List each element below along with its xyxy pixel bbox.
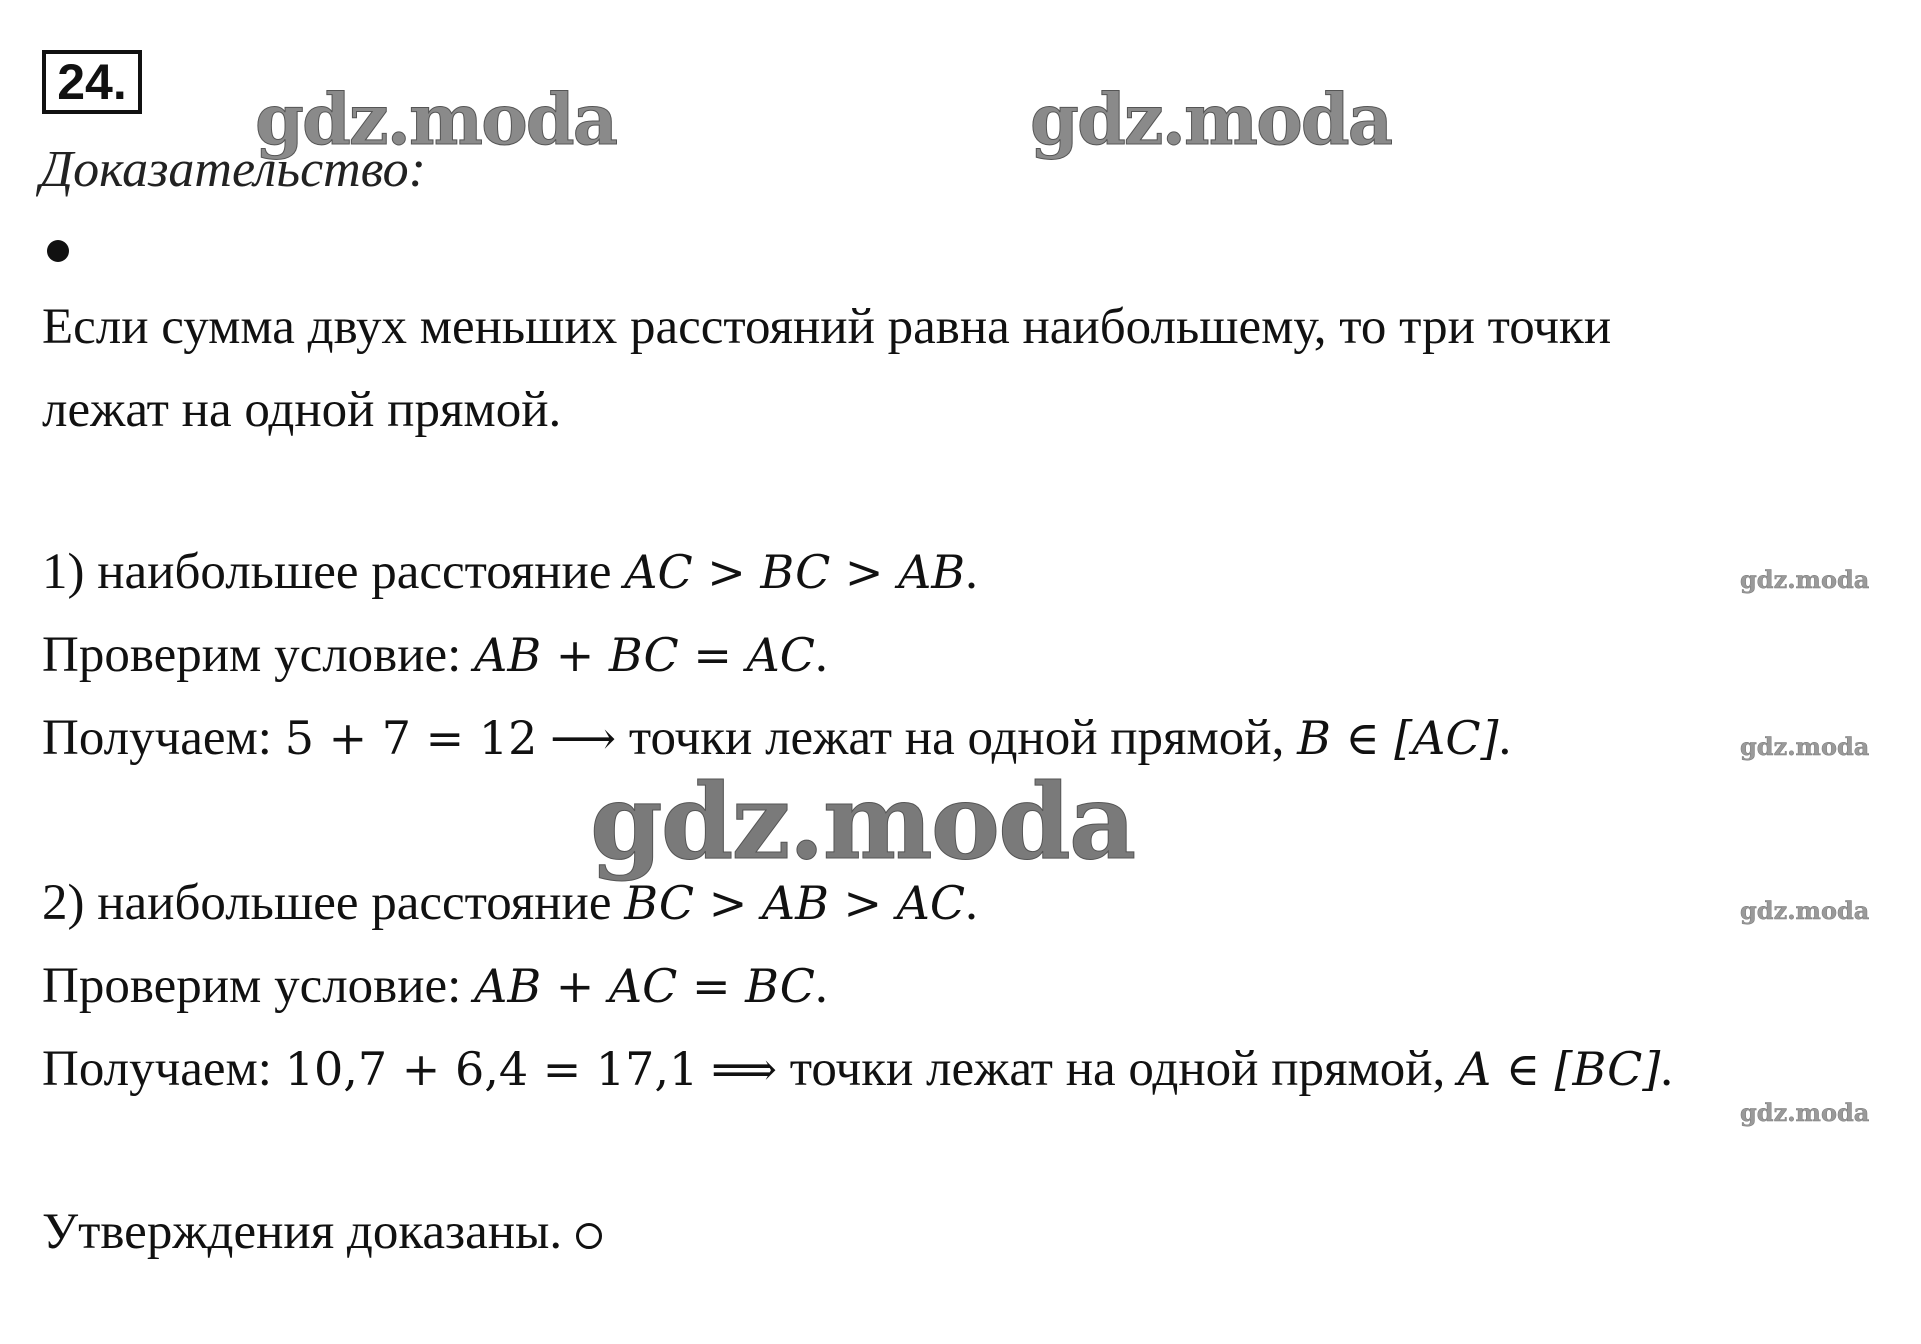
watermark: gdz.moda <box>1740 896 1870 925</box>
case2-membership: A ∈ [BC] <box>1458 1042 1661 1096</box>
case1-label: 1) наибольшее расстояние <box>42 544 612 600</box>
case1-check-line: Проверим условие: AB + BC = AC. <box>42 627 828 683</box>
watermark: gdz.moda <box>255 78 617 161</box>
case1-line: 1) наибольшее расстояние AC > BC > AB. <box>42 544 978 600</box>
case1-result-text: точки лежат на одной прямой, <box>628 710 1285 766</box>
watermark: gdz.moda <box>1030 78 1392 161</box>
case1-check-expr: AB + BC = AC <box>474 628 815 682</box>
case2-result-expr: 10,7 + 6,4 = 17,1 <box>284 1042 699 1096</box>
case2-check-line: Проверим условие: AB + AC = BC. <box>42 958 828 1014</box>
case2-result-label: Получаем: <box>42 1041 272 1097</box>
end-of-proof-icon <box>576 1223 602 1249</box>
case1-arrow: ⟶ <box>550 711 617 765</box>
statement-line-1: Если сумма двух меньших расстояний равна наибольшему, то три точки <box>42 299 1612 355</box>
case1-inequality: AC > BC > AB <box>624 545 966 599</box>
conclusion-line <box>42 1202 602 1262</box>
task-number: 24. <box>42 50 142 114</box>
case2-result-text: точки лежат на одной прямой, <box>789 1041 1446 1097</box>
case1-result-label: Получаем: <box>42 710 272 766</box>
proof-heading: Доказательство: <box>40 141 426 198</box>
watermark: gdz.moda <box>1740 565 1870 594</box>
case2-result-line: Получаем: 10,7 + 6,4 = 17,1 ⟹ точки лежат на одной прямой, A ∈ [BC]. <box>42 1041 1674 1097</box>
case1-membership: B ∈ [AC] <box>1297 711 1499 765</box>
conclusion-text: Утверждения доказаны. <box>42 1204 563 1260</box>
case1-result-expr: 5 + 7 = 12 <box>284 711 538 765</box>
case2-check-label: Проверим условие: <box>42 958 462 1014</box>
watermark: gdz.moda <box>590 760 1135 883</box>
case2-line: 2) наибольшее расстояние BC > AB > AC. <box>42 875 978 931</box>
case2-check-expr: AB + AC = BC <box>474 959 815 1013</box>
statement-line-2: лежат на одной прямой. <box>42 382 562 438</box>
case2-arrow: ⟹ <box>711 1042 778 1096</box>
watermark: gdz.moda <box>1740 732 1870 761</box>
watermark: gdz.moda <box>1740 1098 1870 1127</box>
case1-result-line: Получаем: 5 + 7 = 12 ⟶ точки лежат на одной прямой, B ∈ [AC]. <box>42 710 1512 766</box>
case2-label: 2) наибольшее расстояние <box>42 875 612 931</box>
case1-check-label: Проверим условие: <box>42 627 462 683</box>
case2-inequality: BC > AB > AC <box>624 876 966 930</box>
bullet-icon <box>47 240 69 262</box>
